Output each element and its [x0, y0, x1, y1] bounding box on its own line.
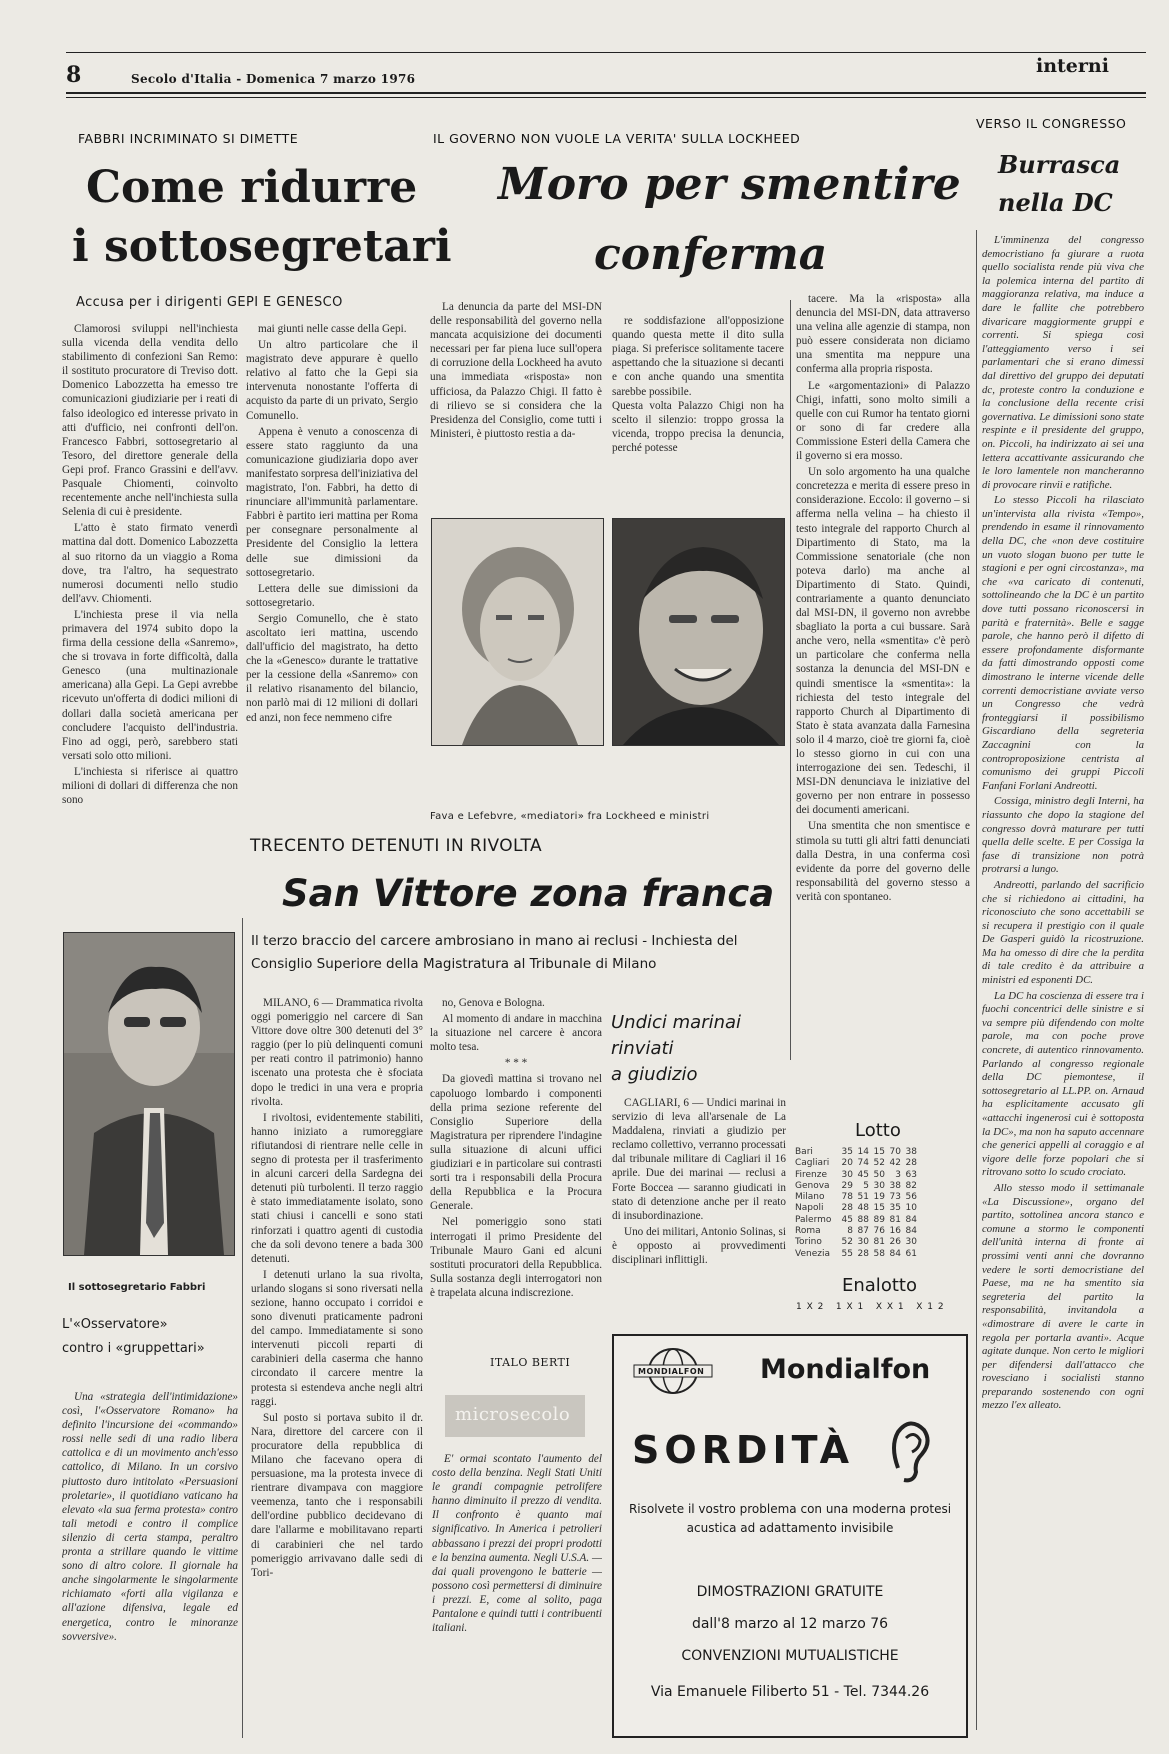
column-divider [976, 230, 977, 1730]
article3-deck: Il terzo braccio del carcere ambrosiano in mano ai reclusi - Inchiesta del Consiglio Superiore della Magistratura al Tribunale di Milano [251, 933, 738, 972]
section-name: interni [1036, 55, 1109, 77]
paragraph: I rivoltosi, evidentemente stabiliti, hanno iniziato a rumoreggiare rifiutandosi di rientrare nelle celle in segno di protesta per il trasferimento in alcuni carceri della Sardegna dei detenuti più turbolenti. Il terzo raggio è stato immediatamente isolato, sono stati chiusi i cancelli e sono stati rinforzati i quattro agenti di custodia che da soli devono tenere a bada 300 detenuti. [251, 1111, 423, 1265]
enalotto-values: 1 X 2 1 X 1 X X 1 X 1 2 [796, 1302, 945, 1312]
article5-title-line1: Burrasca [998, 150, 1121, 179]
ear-icon [884, 1416, 936, 1486]
ad-address: Via Emanuele Filiberto 51 - Tel. 7344.26 [650, 1684, 930, 1700]
lotto-row: Palermo 45 88 89 81 84 [795, 1214, 917, 1225]
article3-kicker: TRECENTO DETENUTI IN RIVOLTA [250, 836, 543, 856]
paragraph: La denuncia da parte del MSI-DN delle responsabilità del governo nella mancata acquisizione dei documenti necessari per far piena luce sull'opera di corruzione della Lockheed ha avuto una immediata «risposta» non ufficiosa, da Palazzo Chigi. Il fatto è di rilievo se si considera che la Presidenza del Consiglio, come tutti i Ministeri, è piuttosto restia a da- [430, 301, 602, 440]
paragraph: Un solo argomento ha una qualche concretezza e merita di essere preso in considerazione. Eccolo: il governo – si afferma nella velina – ha chiesto il testo integrale del rapporto Church al Dipartimento di Stato, ma la Commissione senatoriale (che non poteva darlo) ma anche al Dipartimento di Stato. Quindi, contrariamente a quanto denunciato dal MSI-DN, il governo non avrebbe sbagliato la porta a cui bussare. Sarà anche vero, nella «smentita» c'è però un particolare che conferma nella sostanza la denuncia del MSI-DN e quindi smentisce la «smentita»: la richiesta del testo integrale del rapporto Church al Dipartimento di Stato è stata avanzata dalla Farnesina solo il 4 marzo, cioè tre giorni fa, cioè lo stesso giorno in cui con una interrogazione dei sen. Tedeschi, il MSI-DN denunciava le iniziative del governo per non entrare in possesso dei documenti americani. [796, 466, 970, 817]
microsecolo-title: microsecolo [455, 1404, 571, 1425]
article1-kicker: FABBRI INCRIMINATO SI DIMETTE [78, 131, 299, 146]
ad-text: Risolvete il vostro problema con una moderna protesi acustica ad adattamento invisibile [628, 1502, 952, 1535]
article4-title-line2: rinviati [611, 1038, 674, 1059]
paragraph: Allo stesso modo il settimanale «La Discussione», organo del partito, sottolinea ancora stanco e comune a stormo le componenti dell'unità interna di fronte ai prossimi venti anni che dovranno vedere le sorti democristiane del Paese, ma ne ha smentito sia segreteria del partito la responsabilità, invitandola a «dimostrare di avere le carte in regola per portarla avanti». Acque agitate dunque. Non certo le migliori per difendersi dall'attacco che rovesciano i socialisti stanno preparando sostenendo con ogni mezzo l'ex alleato. [982, 1181, 1144, 1412]
article1-column1 [62, 322, 238, 914]
article4-body [612, 1096, 786, 1332]
article4-title-line3: a giudizio [611, 1064, 698, 1085]
lotto-row: Genova 29 5 30 38 82 [795, 1180, 917, 1191]
paragraph: L'inchiesta si riferisce ai quattro milioni di dollari di differenza che non sono [62, 765, 238, 807]
paragraph: Sergio Comunello, che è stato ascoltato ieri mattina, uscendo dall'ufficio del magistrato, ha detto che la «Genesco» durante le trattative per la cessione della «Sanremo» con il relativo risanamento del bilancio, non parlò mai di 12 milioni di dollari ed anzi, non fece nemmeno cifre [246, 612, 418, 724]
article2-photo-caption: Fava e Lefebvre, «mediatori» fra Lockheed e ministri [430, 811, 710, 822]
lotto-row: Cagliari 20 74 52 42 28 [795, 1158, 917, 1169]
article3-author: ITALO BERTI [490, 1356, 571, 1369]
article2-column3 [796, 292, 970, 1072]
paragraph: Una «strategia dell'intimidazione» così, l'«Osservatore Romano» ha definito l'incursione dei «commando» rossi nelle sedi di una radio libera cattolica e di un movimento anch'esso cattolico, di Milano. In un corsivo piuttosto duro intitolato «Persuasioni proletarie», il quotidiano vaticano ha elevato «la sua ferma protesta» contro tali metodi e contro il complice silenzio di certa stampa, peraltro pronta a strillare quando le vittime sono di altro colore. Il giornale ha anche singolarmente le singolarmente richiamato «forti alla vigilanza e all'azione difensiva, legale ed energetica, contro le minoranze sovversive». [62, 1391, 238, 1643]
article3-title: San Vittore zona franca [282, 872, 775, 915]
paragraph: Lettera delle sue dimissioni da sottosegretario. [246, 582, 418, 609]
ad-headline: SORDITÀ [632, 1428, 854, 1472]
article5-body [982, 234, 1144, 1734]
article2-title-line2: conferma [594, 229, 828, 280]
ad-brand: Mondialfon [760, 1354, 931, 1385]
fabbri-photo-caption: Il sottosegretario Fabbri [68, 1282, 206, 1293]
lefebvre-photo [612, 518, 785, 746]
paragraph: Clamorosi sviluppi nell'inchiesta sulla vicenda della vendita dello stabilimento di confezioni San Remo: il sostituto procuratore di Treviso dott. Domenico Labozzetta ha emesso tre comunicazioni giudiziarie per i reati di falso ideologico ed interesse privato in atti d'ufficio, nei confronti dell'on. Francesco Fabbri, sottosegretario al Tesoro, del direttore generale della Gepi prof. Franco Grassini e dell'avv. Pasquale Chiomenti, coinvolto recentemente anche nell'inchiesta sulla Selenia di cui è presidente. [62, 323, 238, 519]
column-divider [242, 918, 243, 1738]
paragraph: L'atto è stato firmato venerdì mattina dal dott. Domenico Labozzetta al suo ritorno da un viaggio a Roma dove, tra l'altro, ha sequestrato numerosi documenti nello studio dell'avv. Chiomenti. [62, 522, 238, 605]
lotto-row: Firenze 30 45 50 3 63 [795, 1169, 917, 1180]
masthead-dateline: Secolo d'Italia - Domenica 7 marzo 1976 [131, 72, 416, 86]
paragraph: I detenuti urlano la sua rivolta, urlando slogans si sono riversati nella sezione, hanno occupato i corridoi e sono divenuti praticamente padroni del campo. Immediatamente si sono intervenuti piccoli reparti di carabinieri della caserma che hanno circondato il carcere mentre la protesta si estendeva anche negli altri raggi. [251, 1268, 423, 1408]
paragraph: MILANO, 6 — Drammatica rivolta oggi pomeriggio nel carcere di San Vittore dove oltre 300 detenuti del 3° raggio (per lo più delinquenti comuni per reati contro il patrimonio) hanno iscenato una protesta che è sfociata dopo le tredici in una vera e propria rivolta. [251, 997, 423, 1108]
ad-dates: dall'8 marzo al 12 marzo 76 [691, 1616, 889, 1632]
lotto-row: Roma 8 87 76 16 84 [795, 1226, 917, 1237]
paragraph: Da giovedì mattina si trovano nel capoluogo lombardo i componenti della prima sezione referente del Consiglio Superiore della Magistratura per riprendere l'indagine sulla situazione di alcuni uffici giudiziari e in particolare sui contrasti sorti tra i responsabili della Procura della Repubblica e la Procura Generale. [430, 1073, 602, 1213]
header-top-rule [66, 52, 1146, 53]
paragraph: Uno dei militari, Antonio Solinas, si è opposto ai provvedimenti disciplinari inflittigli. [612, 1225, 786, 1267]
paragraph: E' ormai scontato l'aumento del costo della benzina. Negli Stati Uniti le grandi compagnie petrolifere hanno diminuito il prezzo di vendita. Il confronto è quanto mai significativo. In America i petrolieri abbassano i prezzi dei propri prodotti e la benzina aumenta. Negli U.S.A. — dai quali provengono le batterie — possono così permettersi di diminuire i prezzi. E, come al solito, paga Pantalone e quindi tutti i contribuenti italiani. [432, 1453, 602, 1635]
lotto-row: Venezia 55 28 58 84 61 [795, 1248, 917, 1259]
page-number: 8 [66, 62, 82, 88]
article1-title-line2: i sottosegretari [72, 221, 452, 272]
article2-column2 [612, 300, 784, 510]
portrait-illustration [613, 519, 784, 745]
article6-body [62, 1390, 238, 1730]
fabbri-photo [63, 932, 235, 1256]
article3-column2 [430, 996, 602, 1346]
paragraph: Al momento di andare in macchina la situazione nel carcere è ancora molto tesa. [430, 1013, 602, 1054]
paragraph: Appena è venuto a conoscenza di essere stato raggiunto da una comunicazione giudiziaria dopo aver manifestato sorpresa dell'iniziativa del magistrato, l'on. Fabbri, ha detto di rinunciare all'immunità parlamentare. Fabbri è partito ieri mattina per Roma per consegnare personalmente al Presidente del Consiglio la lettera delle sue dimissioni da sottosegretario. [246, 425, 418, 579]
lotto-row: Napoli 28 48 15 35 10 [795, 1203, 917, 1214]
paragraph: Cossiga, ministro degli Interni, ha riassunto che dopo la stagione del congresso dovrà maturare per tutti quella delle scelte. E per Cossiga la fase di transizione non potrà protrarsi a lungo. [982, 795, 1144, 876]
paragraph: re soddisfazione all'opposizione quando questa mette il dito sulla piaga. Si preferisce solitamente tacere aspettando che la situazione si decanti e con anche quando una smentita sarebbe possibile. Questa volta Palazzo Chigi non ha scelto il silenzio: troppo grossa la vicenda, troppo precisa la denuncia, perché potesse [612, 315, 784, 454]
ad-logo-text: MONDIALFON [638, 1367, 705, 1376]
article1-column2 [246, 322, 418, 797]
paragraph: Sul posto si portava subito il dr. Nara, direttore del carcere con il procuratore della repubblica di Milano che facevano opera di persuasione, ma la protesta invece di rientrare divampava con maggiore veemenza, tanto che i responsabili dell'ordine pubblico decidevano di dare l'allarme e mobilitavano reparti di carabinieri che nel tardo pomeriggio arrivavano dalle sedi di Tori- [251, 1411, 423, 1579]
paragraph: Lo stesso Piccoli ha rilasciato un'intervista alla rivista «Tempo», prendendo in esame il rinnovamento della DC, che «non deve costituire un vuoto slogan buono per tutte le stagioni e per ogni circostanza», ma che «va caricato di contenuti, sottolineando che la DC è un partito dove tutti possano riconoscersi in parità e fraternità». Belle e sagge parole, che hanno però il difetto di essere profondamente disformante da fatti dimostrando opposti come dimostrano le interne vicende delle correnti democristiane avviate verso un Congresso che vedrà fronteggiarsi il possibilismo Giscardiano della segreteria Zaccagnini con la controproposizione centrista al comunismo dei gruppi Piccoli Fanfani Forlani Andreotti. [982, 494, 1144, 792]
paragraph: CAGLIARI, 6 — Undici marinai in servizio di leva all'arsenale de La Maddalena, rinviati a giudizio per reclamo collettivo, verranno processati dal tribunale militare di Cagliari il 16 aprile. Due dei marinai — reclusi a Forte Boccea — saranno giudicati in stato di detenzione anche per il reato di insubordinazione. [612, 1097, 786, 1222]
paragraph: Nel pomeriggio sono stati interrogati il primo Presidente del Tribunale Mauro Gani ed alcuni sostituti procuratori della Repubblica. Sulla sostanza degli interrogatori non è trapelata alcuna indiscrezione. [430, 1216, 602, 1299]
lotto-row: Milano 78 51 19 73 56 [795, 1192, 917, 1203]
header-rule-thin [66, 97, 1146, 98]
paragraph: L'inchiesta prese il via nella primavera del 1974 subito dopo la firma della cessione della «Sanremo», che si trovava in forte difficoltà, dalla Genesco (una multinazionale americana) alla Gepi. La Gepi avrebbe ricevuto un'offerta di dodici milioni di dollari dalla società americana per concludere l'acquisto dell'industria. Fino ad oggi, però, sarebbero stati versati solo otto milioni. [62, 608, 238, 762]
lotto-row: Torino 52 30 81 26 30 [795, 1237, 917, 1248]
lotto-row: Bari 35 14 15 70 38 [795, 1147, 917, 1157]
microsecolo-body [432, 1452, 602, 1737]
column-divider [790, 300, 791, 1060]
paragraph: no, Genova e Bologna. [442, 997, 545, 1009]
article2-title-line1: Moro per smentire [498, 159, 961, 210]
portrait-illustration [432, 519, 603, 745]
paragraph: Un altro particolare che il magistrato deve appurare è quello relativo al fatto che la Gepi sia intervenuta nonostante l'offerta di acquisto da parte di un privato, Sergio Comunello. [246, 339, 418, 422]
paragraph: Una smentita che non smentisce e stimola su tutti gli altri fatti denunciati dalla Destra, in una conferma così evidente da porre del governo delle responsabilità del governo stesso a verità con spontaneo. [796, 820, 970, 903]
ad-convention: CONVENZIONI MUTUALISTICHE [681, 1648, 899, 1664]
article2-kicker: IL GOVERNO NON VUOLE LA VERITA' SULLA LOCKHEED [433, 131, 801, 146]
article5-kicker: VERSO IL CONGRESSO [976, 116, 1127, 131]
article6-title: L'«Osservatore» contro i «gruppettari» [62, 1317, 205, 1356]
article1-title-line1: Come ridurre [86, 162, 418, 213]
paragraph: Le «argomentazioni» di Palazzo Chigi, infatti, sono molto simili a quelle con cui Rumor ha tentato giorni or sono di far credere alla Commissione Esteri della Camera che il governo si era mosso. [796, 379, 970, 463]
paragraph: * * * [504, 1057, 528, 1070]
paragraph: tacere. Ma la «risposta» alla denuncia del MSI-DN, data attraverso una velina alle agenzie di stampa, non può essere considerata non diciamo una smentita ma neppure una conferma alla propria risposta. [796, 293, 970, 376]
ad-demo-label: DIMOSTRAZIONI GRATUITE [696, 1584, 884, 1600]
article3-column1 [251, 996, 423, 1736]
paragraph: L'imminenza del congresso democristiano fa giurare a ruota quello socialista rende più viva che la polemica interna del partito di maggioranza relativa, ma induce a dare le fallite che potrebbero divaricare maggiormente gruppi e correnti. Si spiega così l'atteggiamento verso i sei parlamentari che si erano dimessi dal direttivo del gruppo dei deputati dc, proteste contro la conduzione e la conclusione della recente crisi governativa. Le dimissioni sono state respinte e il presidente del gruppo, on. Piccoli, ha indirizzato ai sei una lettera accattivante assicurando che le loro lamentele non mancheranno di provocare rinvii e ratifiche. [982, 234, 1144, 491]
ear-icon [884, 1416, 936, 1486]
lotto-title: Lotto [855, 1120, 901, 1141]
paragraph: La DC ha coscienza di essere tra i fuochi concentrici delle sinistre e si va sempre più difendendo con molte parole, ma con poche prove concrete, di autentico rinnovamento. Parlando al congresso regionale della DC piemontese, il sottosegretario al LL.PP. on. Arnaud ha esplicitamente accusato gli «attacchi ingenerosi cui è sottoposta la DC», ma non ha saputo accennare che generici appelli al coraggio e al vigore delle forze popolari che si ritrovano sotto lo scudo crociato. [982, 989, 1144, 1179]
lotto-table [795, 1147, 971, 1260]
article4-title-line1: Undici marinai [611, 1012, 742, 1033]
article5-title-line2: nella DC [998, 188, 1113, 217]
header-rule [66, 92, 1146, 94]
enalotto-title: Enalotto [842, 1275, 917, 1296]
paragraph: Andreotti, parlando del sacrificio che si richiedono ai cittadini, ha riconosciuto che sono accettabili se si recupera il prestigio con il quale De Gasperi guidò la ricostruzione. Ma ha omesso di dire che la perdita di tale credito è da attribuire a ministri ed esponenti DC. [982, 878, 1144, 987]
article2-column1 [430, 300, 602, 510]
mondialfon-ad [612, 1334, 968, 1738]
paragraph: mai giunti nelle casse della Gepi. [258, 323, 407, 335]
portrait-illustration [64, 933, 234, 1255]
article1-subtitle: Accusa per i dirigenti GEPI E GENESCO [76, 295, 343, 310]
fava-photo [431, 518, 604, 746]
